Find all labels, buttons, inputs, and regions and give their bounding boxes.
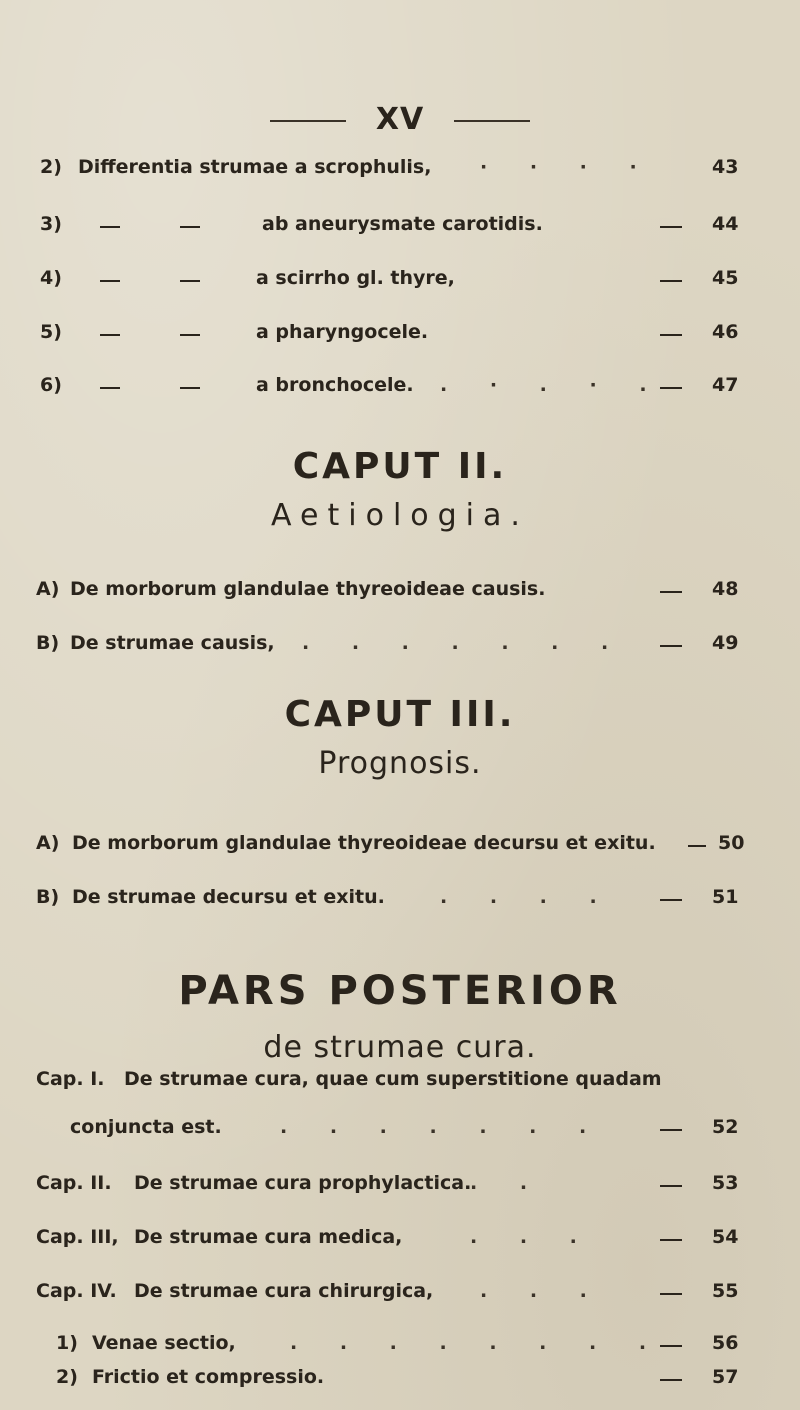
item-number: A): [36, 832, 60, 854]
leader-dots: . .: [470, 1172, 546, 1194]
toc-line: [0, 1172, 800, 1208]
toc-line: [0, 1116, 800, 1152]
item-text: a bronchocele.: [256, 374, 414, 396]
page-number: 50: [718, 832, 745, 854]
item-number: 1): [56, 1332, 78, 1354]
toc-line: [0, 1226, 800, 1262]
item-number: B): [36, 632, 60, 654]
ditto-dash: [100, 387, 120, 389]
page-number: 47: [712, 374, 739, 396]
toc-line: [0, 267, 800, 303]
leader-dash: [688, 845, 706, 847]
item-text: Venae sectio,: [92, 1332, 236, 1354]
header-rule-left: [270, 120, 346, 122]
toc-line: [0, 632, 800, 668]
item-number: 4): [40, 267, 62, 289]
item-text: a pharyngocele.: [256, 321, 429, 343]
item-text: De morborum glandulae thyreoideae causis.: [70, 578, 546, 600]
toc-line: [0, 1068, 800, 1104]
item-text: De strumae cura prophylactica.: [134, 1172, 472, 1194]
leader-dots: . · . · .: [440, 374, 665, 396]
item-text: a scirrho gl. thyre,: [256, 267, 455, 289]
item-number: Cap. I.: [36, 1068, 105, 1090]
ditto-dash: [100, 280, 120, 282]
chapter-title: CAPUT II.: [292, 446, 508, 487]
ditto-dash: [180, 226, 200, 228]
item-number: 2): [56, 1366, 78, 1388]
page-number: 44: [712, 213, 739, 235]
item-text: De strumae cura, quae cum superstitione quadam: [124, 1068, 662, 1090]
item-text: Differentia strumae a scrophulis,: [78, 156, 432, 178]
ditto-dash: [180, 387, 200, 389]
leader-dash: [660, 334, 682, 336]
leader-dash: [660, 591, 682, 593]
page-number: 45: [712, 267, 739, 289]
page-header: [0, 102, 800, 137]
page-number: 53: [712, 1172, 739, 1194]
item-number: Cap. II.: [36, 1172, 112, 1194]
item-number: 2): [40, 156, 62, 178]
leader-dash: [660, 899, 682, 901]
item-number: Cap. III,: [36, 1226, 119, 1248]
page-number: 49: [712, 632, 739, 654]
leader-dots: . . . . . . .: [280, 1116, 605, 1138]
roman-page-number: XV: [375, 102, 425, 137]
leader-dash: [660, 1185, 682, 1187]
leader-dots: . . . . . . . .: [290, 1332, 665, 1354]
chapter-subtitle: Aetiologia.: [271, 498, 529, 533]
toc-line: [0, 213, 800, 249]
toc-line: [0, 374, 800, 410]
leader-dash: [660, 280, 682, 282]
item-text: De morborum glandulae thyreoideae decursu et exitu.: [72, 832, 656, 854]
toc-line: [0, 1280, 800, 1316]
page-number: 55: [712, 1280, 739, 1302]
chapter-subtitle: Prognosis.: [318, 746, 482, 781]
header-rule-right: [454, 120, 530, 122]
toc-line: [0, 832, 800, 868]
item-text: conjuncta est.: [70, 1116, 222, 1138]
item-text: De strumae decursu et exitu.: [72, 886, 385, 908]
page-number: 56: [712, 1332, 739, 1354]
leader-dots: . . .: [470, 1226, 595, 1248]
item-text: De strumae causis,: [70, 632, 275, 654]
leader-dots: · · · ·: [480, 156, 655, 178]
page-number: 46: [712, 321, 739, 343]
toc-line: [0, 321, 800, 357]
item-text: De strumae cura chirurgica,: [134, 1280, 434, 1302]
toc-line: [0, 1366, 800, 1402]
item-text: ab aneurysmate carotidis.: [262, 213, 543, 235]
toc-line: [0, 1332, 800, 1368]
item-text: Frictio et compressio.: [92, 1366, 325, 1388]
item-number: A): [36, 578, 60, 600]
toc-line: [0, 578, 800, 614]
ditto-dash: [180, 334, 200, 336]
leader-dash: [660, 1345, 682, 1347]
item-number: 6): [40, 374, 62, 396]
part-subtitle: de strumae cura.: [263, 1030, 537, 1065]
item-number: 3): [40, 213, 62, 235]
page-number: 54: [712, 1226, 739, 1248]
leader-dash: [660, 645, 682, 647]
leader-dots: . . .: [480, 1280, 605, 1302]
leader-dash: [660, 1239, 682, 1241]
item-text: De strumae cura medica,: [134, 1226, 403, 1248]
leader-dash: [660, 1129, 682, 1131]
item-number: 5): [40, 321, 62, 343]
page-number: 52: [712, 1116, 739, 1138]
ditto-dash: [180, 280, 200, 282]
leader-dots: . . . . . . .: [302, 632, 627, 654]
page-number: 48: [712, 578, 739, 600]
chapter-title: CAPUT III.: [284, 694, 516, 735]
leader-dots: . . . .: [440, 886, 615, 908]
toc-line: [0, 156, 800, 192]
page-number: 43: [712, 156, 739, 178]
page-number: 57: [712, 1366, 739, 1388]
part-title: PARS POSTERIOR: [178, 968, 622, 1014]
leader-dash: [660, 1293, 682, 1295]
item-number: B): [36, 886, 60, 908]
ditto-dash: [100, 334, 120, 336]
item-number: Cap. IV.: [36, 1280, 117, 1302]
leader-dash: [660, 387, 682, 389]
leader-dash: [660, 1379, 682, 1381]
leader-dash: [660, 226, 682, 228]
ditto-dash: [100, 226, 120, 228]
toc-line: [0, 886, 800, 922]
page-number: 51: [712, 886, 739, 908]
